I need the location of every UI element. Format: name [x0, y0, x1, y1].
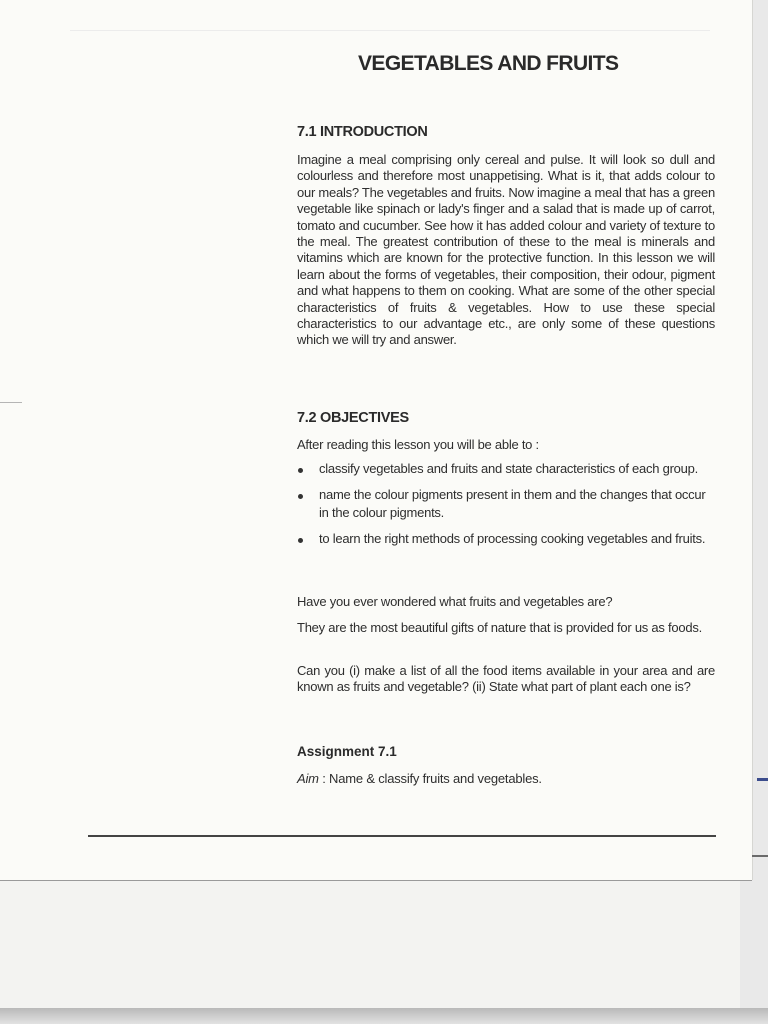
margin-mark: [0, 402, 22, 403]
page-lower-margin: [0, 880, 740, 1010]
edge-mark: [757, 778, 768, 781]
objective-text: name the colour pigments present in them and the changes that occur in the colour pigments.: [319, 487, 706, 520]
introduction-heading: 7.1 INTRODUCTION: [297, 124, 428, 140]
horizontal-rule: [88, 835, 716, 837]
list-item: [297, 486, 715, 522]
aim-text: : Name & classify fruits and vegetables.: [318, 771, 542, 786]
scan-edge-line: [0, 880, 752, 881]
gifts-paragraph: They are the most beautiful gifts of nature that is provided for us as foods.: [297, 620, 702, 635]
assignment-aim: [297, 771, 542, 786]
list-task-paragraph: Can you (i) make a list of all the food items available in your area and are known as fruits and vegetable? (ii) State what part of plant each one is?: [297, 663, 715, 695]
objective-text: to learn the right methods of processing cooking vegetables and fruits.: [319, 531, 706, 546]
objectives-heading: 7.2 OBJECTIVES: [297, 410, 409, 426]
introduction-paragraph: Imagine a meal comprising only cereal and pulse. It will look so dull and colourless and therefore most unappetising. What is it, that adds colour to our meals? The vegetables and fruits. Now imagine a meal that has a green vegetable like spinach or lady's finger and a salad that is made up of carrot, tomato and cucumber. See how it has added colour and variety of texture to the meal. The greatest contribution of these to the meal is minerals and vitamins which are known for the protective function. In this lesson we will learn about the forms of vegetables, their composition, their odour, pigment and what happens to them on cooking. What are some of the other special characteristics of fruits & vegetables. How to use these special characteristics to our advantage etc., are only some of these questions which we will try and answer.: [297, 152, 715, 348]
page-title: VEGETABLES AND FRUITS: [358, 52, 619, 75]
bullet-icon: [298, 468, 303, 473]
objectives-list: [297, 460, 715, 556]
objective-text: classify vegetables and fruits and state characteristics of each group.: [319, 461, 698, 476]
objectives-lead: After reading this lesson you will be able to :: [297, 437, 539, 452]
aim-label: Aim: [297, 771, 319, 786]
list-item: [297, 460, 715, 478]
header-strip: [70, 16, 710, 31]
edge-mark: [752, 855, 768, 857]
bullet-icon: [298, 538, 303, 543]
question-paragraph: Have you ever wondered what fruits and vegetables are?: [297, 594, 613, 609]
bullet-icon: [298, 494, 303, 499]
assignment-heading: Assignment 7.1: [297, 744, 397, 759]
list-item: [297, 530, 715, 548]
scan-bottom-shadow: [0, 1008, 768, 1024]
